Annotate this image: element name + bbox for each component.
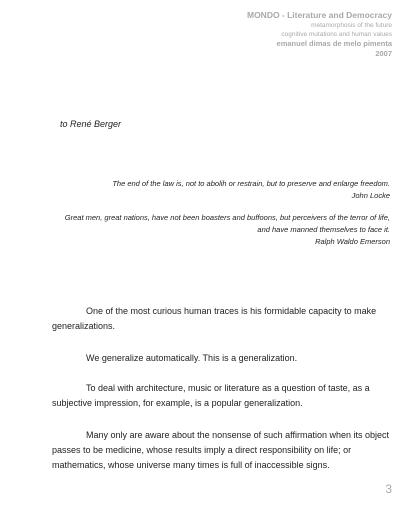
dedication: to René Berger	[60, 119, 122, 129]
quote-text: Great men, great nations, have not been boasters and buffoons, but perceivers of the terror of life, and have manned themselves to face it.	[64, 213, 390, 234]
document-header	[247, 10, 392, 59]
header-subtitle-2: cognitive mutations and human values	[281, 31, 392, 38]
header-author: emanuel dimas de melo pimenta	[276, 39, 392, 48]
body-paragraph: To deal with architecture, music or literature as a question of taste, as a subjective impression, for example, is a popular generalization.	[52, 383, 370, 408]
header-subtitle: metamorphosis of the future	[311, 22, 392, 29]
quote-text: The end of the law is, not to abolih or restrain, but to preserve and enlarge freedom.	[112, 179, 390, 188]
epigraph-quote	[70, 178, 390, 202]
body-paragraph: Many only are aware about the nonsense of such affirmation when its object passes to be medicine, whose results imply a direct responsibility on life; or mathematics, whose universe many times is full of inaccessible signs.	[52, 430, 390, 470]
body-paragraph: One of the most curious human traces is his formidable capacity to make generalizations.	[52, 306, 377, 331]
quote-author: Ralph Waldo Emerson	[315, 237, 390, 246]
header-title: MONDO - Literature and Democracy	[246, 10, 392, 20]
header-year: 2007	[375, 49, 392, 58]
page-number: 3	[385, 482, 392, 496]
quote-author: John Locke	[351, 191, 390, 200]
epigraph-quote	[60, 212, 390, 248]
body-paragraph: We generalize automatically. This is a generalization.	[86, 353, 298, 363]
